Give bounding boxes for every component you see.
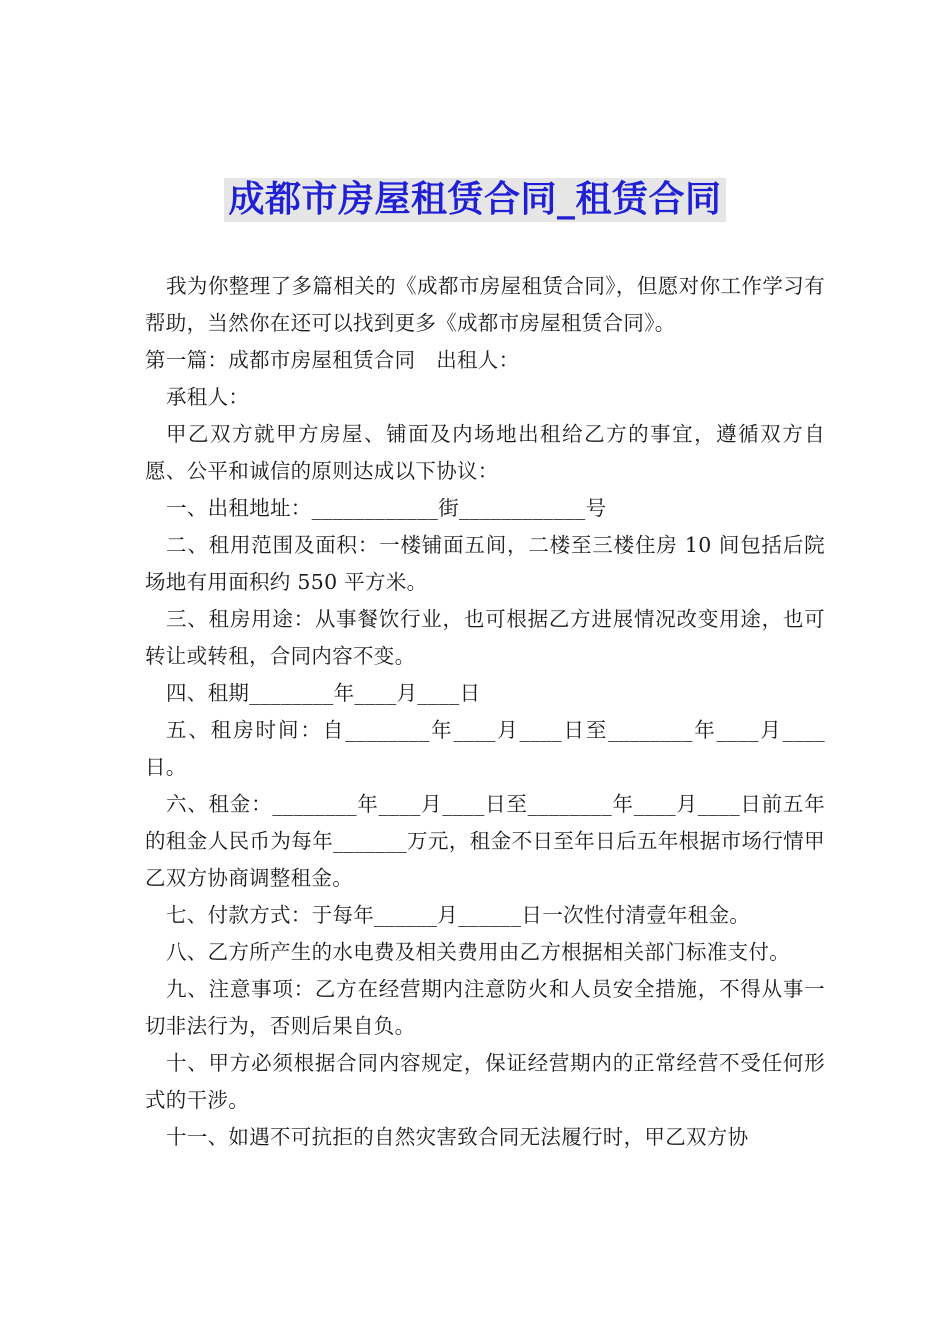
clause-9-notes: 九、注意事项：乙方在经营期内注意防火和人员安全措施，不得从事一切非法行为，否则后果自负。 xyxy=(145,977,825,1038)
clause-5-period: 五、租房时间：自________年____月____日至________年____月____日。 xyxy=(145,718,825,779)
document-title: 成都市房屋租赁合同_租赁合同 xyxy=(224,178,725,222)
paragraph-tenant: 承租人： xyxy=(166,385,250,409)
clause-11-force-majeure: 十一、如遇不可抗拒的自然灾害致合同无法履行时，甲乙双方协 xyxy=(166,1125,749,1149)
title-container xyxy=(0,178,950,222)
paragraph-intro: 我为你整理了多篇相关的《成都市房屋租赁合同》，但愿对你工作学习有帮助，当然你在还可以找到更多《成都市房屋租赁合同》。 xyxy=(145,274,825,335)
clause-10-landlord: 十、甲方必须根据合同内容规定，保证经营期内的正常经营不受任何形式的干涉。 xyxy=(145,1051,825,1112)
paragraph-first-article: 第一篇：成都市房屋租赁合同 出租人： xyxy=(145,348,520,372)
clause-4-term: 四、租期________年____月____日 xyxy=(166,681,481,705)
paragraph-agreement: 甲乙双方就甲方房屋、铺面及内场地出租给乙方的事宜，遵循双方自愿、公平和诚信的原则达成以下协议： xyxy=(145,422,825,483)
document-body xyxy=(145,268,825,1156)
clause-8-utilities: 八、乙方所产生的水电费及相关费用由乙方根据相关部门标准支付。 xyxy=(166,940,790,964)
clause-3-usage: 三、租房用途：从事餐饮行业，也可根据乙方进展情况改变用途，也可转让或转租，合同内容不变。 xyxy=(145,607,825,668)
clause-2-scope: 二、租用范围及面积：一楼铺面五间，二楼至三楼住房 10 间包括后院场地有用面积约 550 平方米。 xyxy=(145,533,825,594)
clause-6-rent: 六、租金：________年____月____日至________年____月____日前五年的租金人民币为每年_______万元，租金不日至年日后五年根据市场行情甲乙双方协商调整租金。 xyxy=(145,792,825,890)
clause-7-payment: 七、付款方式：于每年______月______日一次性付清壹年租金。 xyxy=(166,903,751,927)
clause-1-address: 一、出租地址：____________街____________号 xyxy=(166,496,607,520)
